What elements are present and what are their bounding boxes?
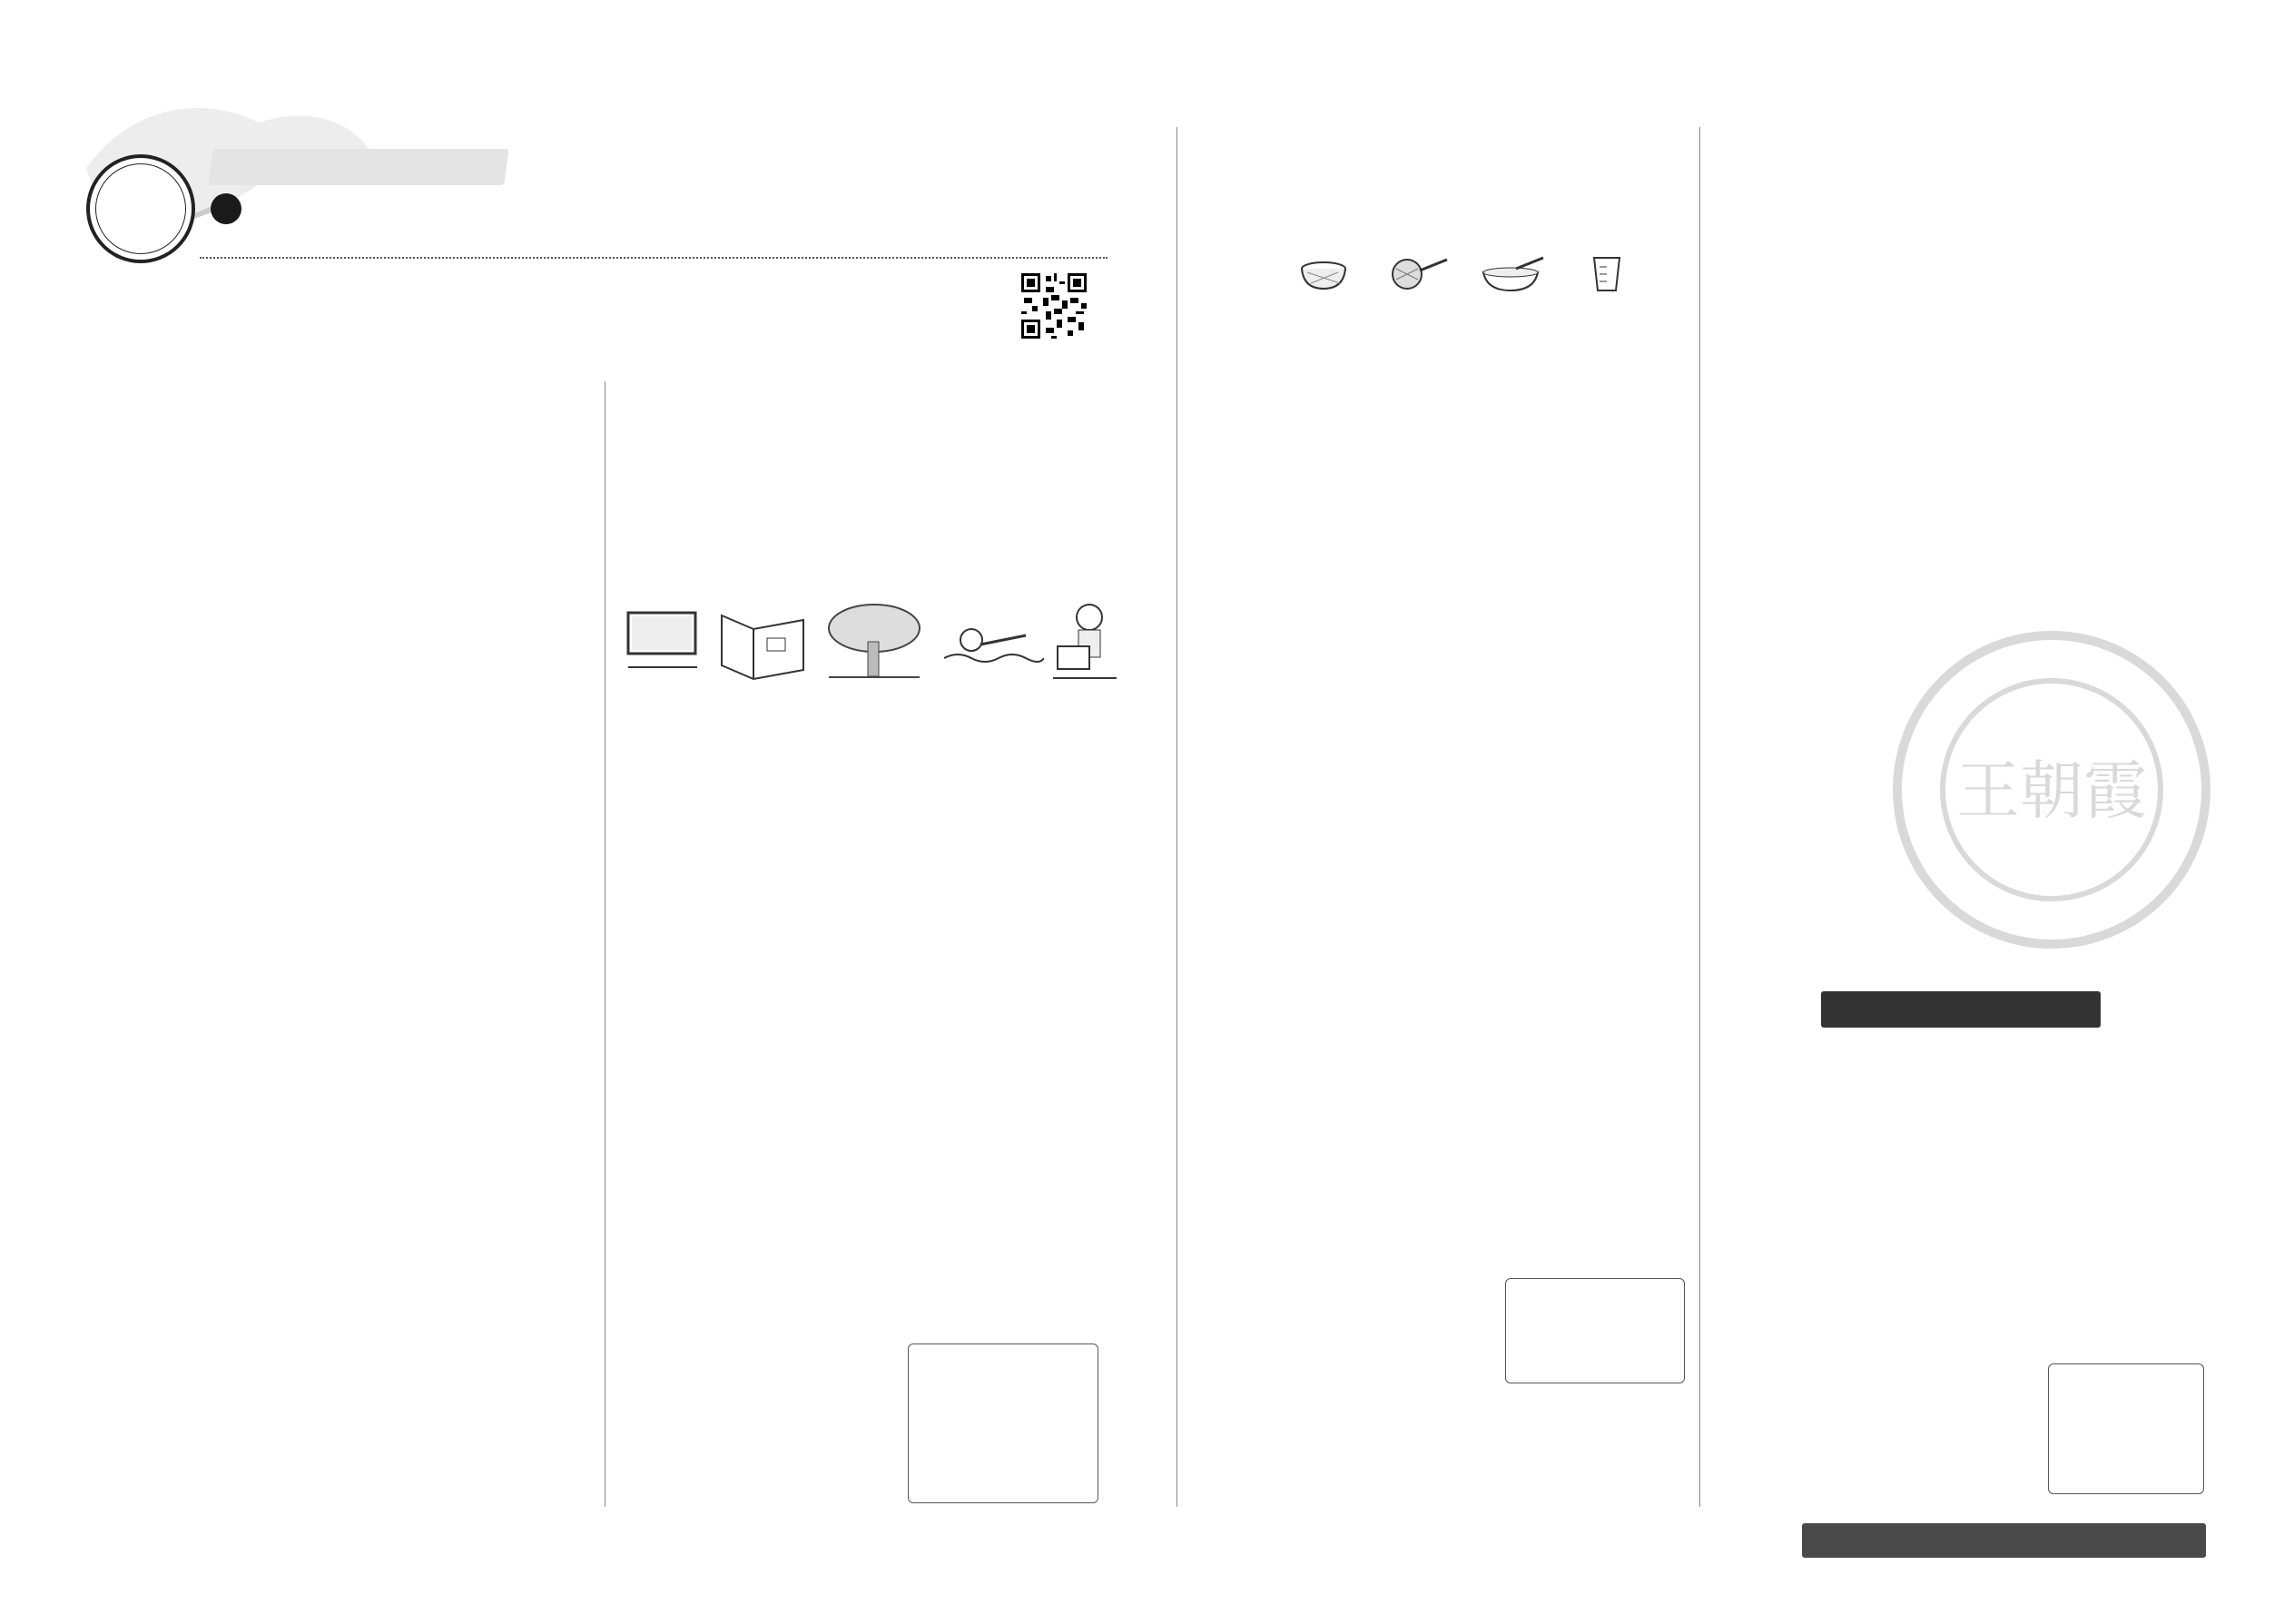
picture-b-room bbox=[717, 606, 808, 684]
svg-text:王朝霞: 王朝霞 bbox=[1956, 753, 2147, 828]
series-banner bbox=[208, 149, 509, 185]
sans-forgetica-banner bbox=[1821, 991, 2101, 1028]
word-bank-c bbox=[2048, 1363, 2204, 1494]
header-rule bbox=[200, 257, 1108, 259]
logo-seal bbox=[86, 154, 195, 263]
column-divider bbox=[1699, 127, 1700, 1507]
picture-d-swimmer bbox=[944, 613, 1044, 676]
footer-tag bbox=[1802, 1523, 2206, 1558]
mesh-strainer-icon bbox=[1389, 254, 1449, 294]
word-bank-b bbox=[1505, 1278, 1685, 1383]
paper-number-badge bbox=[211, 193, 241, 224]
watermark-seal bbox=[1888, 626, 2215, 953]
picture-a-blackboard bbox=[626, 604, 699, 685]
word-bank-a bbox=[908, 1343, 1098, 1503]
bowl-spoon-icon bbox=[1480, 256, 1545, 292]
picture-e-student bbox=[1053, 601, 1117, 684]
measuring-cup-icon bbox=[1587, 254, 1627, 294]
basket-strainer-icon bbox=[1298, 256, 1349, 292]
picture-c-tree bbox=[824, 601, 924, 683]
qr-code bbox=[1019, 271, 1089, 341]
